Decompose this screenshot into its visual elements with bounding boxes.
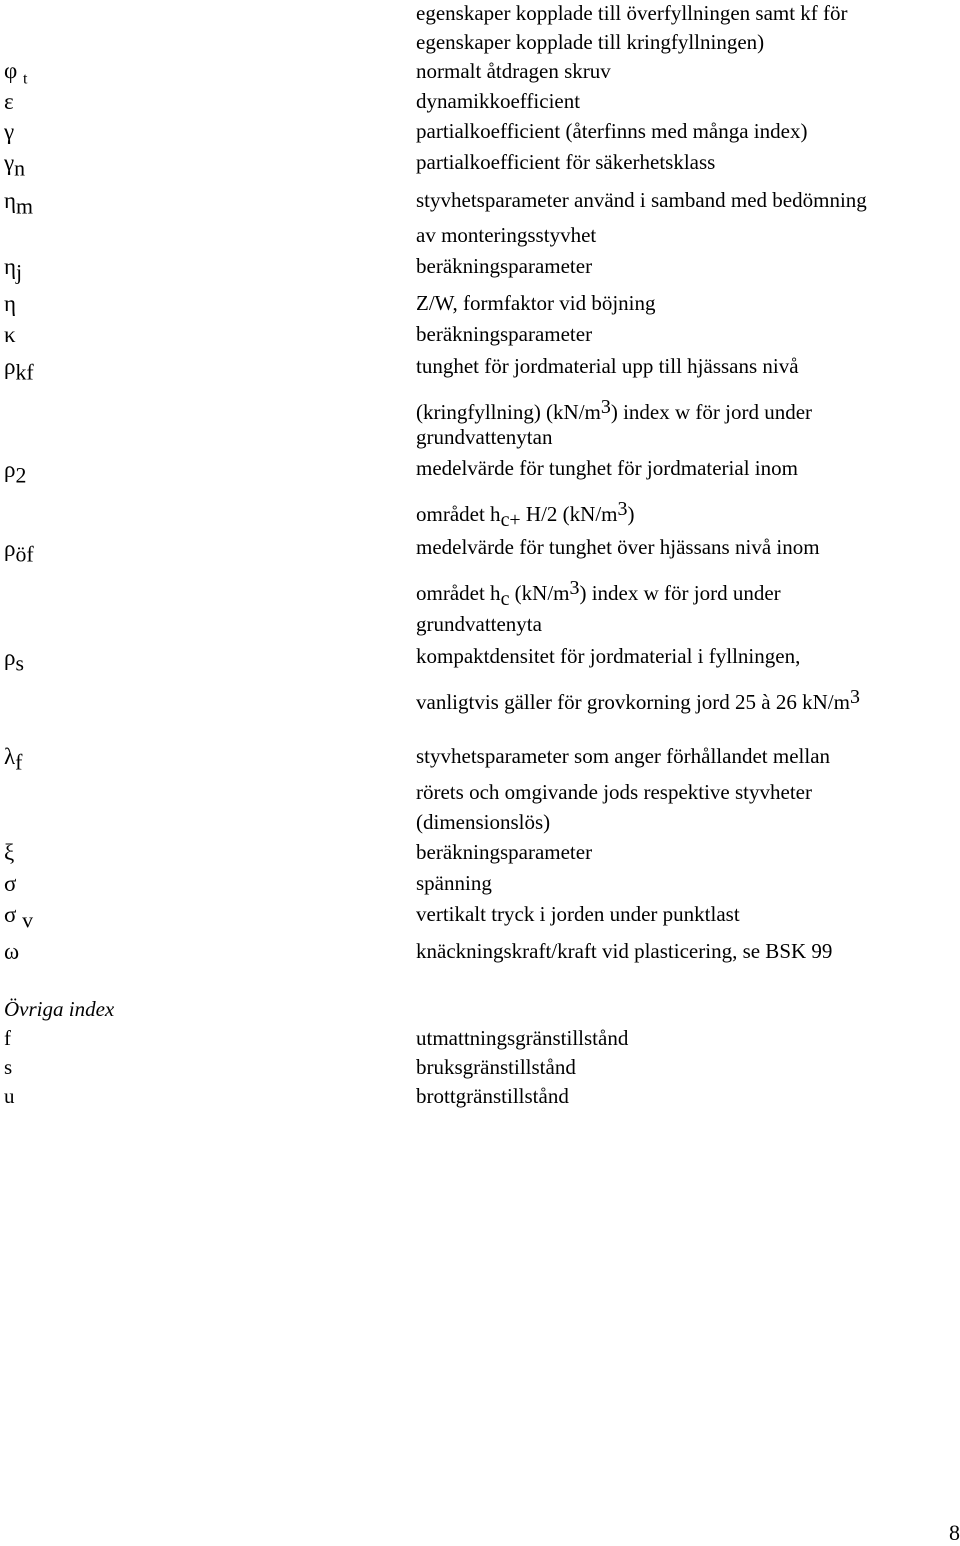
definition-kappa: beräkningsparameter xyxy=(416,322,593,346)
definition-eta-m: styvhetsparameter använd i samband med bedömning xyxy=(416,188,867,212)
index-symbol-f: f xyxy=(4,1026,11,1050)
symbol-lambda-f: $\lambda_f$ xyxy=(4,744,23,775)
definition-gamma: partialkoefficient (återfinns med många index) xyxy=(416,119,808,143)
continuation-line-2: egenskaper kopplade till kringfyllningen) xyxy=(416,30,765,54)
symbol-rho-of: $\rho_{öf}$ xyxy=(4,536,34,567)
continuation-line-1: egenskaper kopplade till överfyllningen samt kf för xyxy=(416,1,848,25)
definition-sigma-v: vertikalt tryck i jorden under punktlast xyxy=(416,902,740,926)
definition-rho-2: medelvärde för tunghet för jordmaterial inom xyxy=(416,456,798,480)
definition-rho-kf-cont2: grundvattenytan xyxy=(416,425,553,449)
symbol-eta-j: $\eta_j$ xyxy=(4,254,23,285)
symbol-xi: ξ xyxy=(4,840,15,865)
index-symbol-u: u xyxy=(4,1084,15,1108)
definition-rho-of-cont: området $h_c$ $(kN/m^3)$ index w för jord under xyxy=(416,577,781,610)
symbol-kappa: κ xyxy=(4,322,16,347)
symbol-rho-s: $\rho_s$ xyxy=(4,645,24,676)
symbol-gamma: γ xyxy=(4,119,15,144)
index-definition-f: utmattningsgränstillstånd xyxy=(416,1026,629,1050)
definition-lambda-f-cont: rörets och omgivande jods respektive styvheter xyxy=(416,780,812,804)
definition-phi-t: normalt åtdragen skruv xyxy=(416,59,611,83)
definition-rho-kf-cont: (kringfyllning) $(kN/m^3)$ index w för jord under xyxy=(416,396,813,424)
definition-lambda-f: styvhetsparameter som anger förhållandet mellan xyxy=(416,744,831,768)
symbol-rho-2: $\rho_2$ xyxy=(4,457,27,488)
definition-rho-2-cont: området $h_{c+}$ H/2 $(kN/m^3)$ xyxy=(416,498,635,531)
definition-rho-of-cont2: grundvattenyta xyxy=(416,612,542,636)
symbol-eta: η xyxy=(4,291,17,316)
index-symbol-s: s xyxy=(4,1055,13,1079)
definition-xi: beräkningsparameter xyxy=(416,840,593,864)
symbol-phi-t: φ $_t$ xyxy=(4,58,28,88)
definition-eta-j: beräkningsparameter xyxy=(416,254,593,278)
symbol-eta-m: $\eta_m$ xyxy=(4,188,34,219)
symbol-omega: ω xyxy=(4,939,20,964)
symbol-sigma-v: σ $_v$ xyxy=(4,902,34,933)
definition-lambda-f-cont2: (dimensionslös) xyxy=(416,810,551,834)
definition-omega: knäckningskraft/kraft vid plasticering, se BSK 99 xyxy=(416,939,833,963)
definition-rho-of: medelvärde för tunghet över hjässans nivå inom xyxy=(416,535,820,559)
definition-rho-kf: tunghet för jordmaterial upp till hjässans nivå xyxy=(416,354,799,378)
symbol-gamma-n: $\gamma_n$ xyxy=(4,150,26,181)
definition-epsilon: dynamikkoefficient xyxy=(416,89,581,113)
page-number: 8 xyxy=(949,1520,960,1545)
index-definition-s: bruksgränstillstånd xyxy=(416,1055,576,1079)
definition-rho-s-cont: vanligtvis gäller för grovkorning jord 25 à 26 $kN/m^3$ xyxy=(416,686,860,714)
symbol-rho-kf: $\rho_{kf}$ xyxy=(4,354,34,385)
definition-eta: Z/W, formfaktor vid böjning xyxy=(416,291,656,315)
symbol-sigma: σ xyxy=(4,871,17,896)
definition-rho-s: kompaktdensitet för jordmaterial i fyllningen, xyxy=(416,644,801,668)
other-index-heading: Övriga index xyxy=(4,997,115,1021)
definition-eta-m-cont: av monteringsstyvhet xyxy=(416,223,597,247)
symbol-epsilon: ε xyxy=(4,89,14,114)
definition-sigma: spänning xyxy=(416,871,492,895)
definition-gamma-n: partialkoefficient för säkerhetsklass xyxy=(416,150,716,174)
index-definition-u: brottgränstillstånd xyxy=(416,1084,569,1108)
